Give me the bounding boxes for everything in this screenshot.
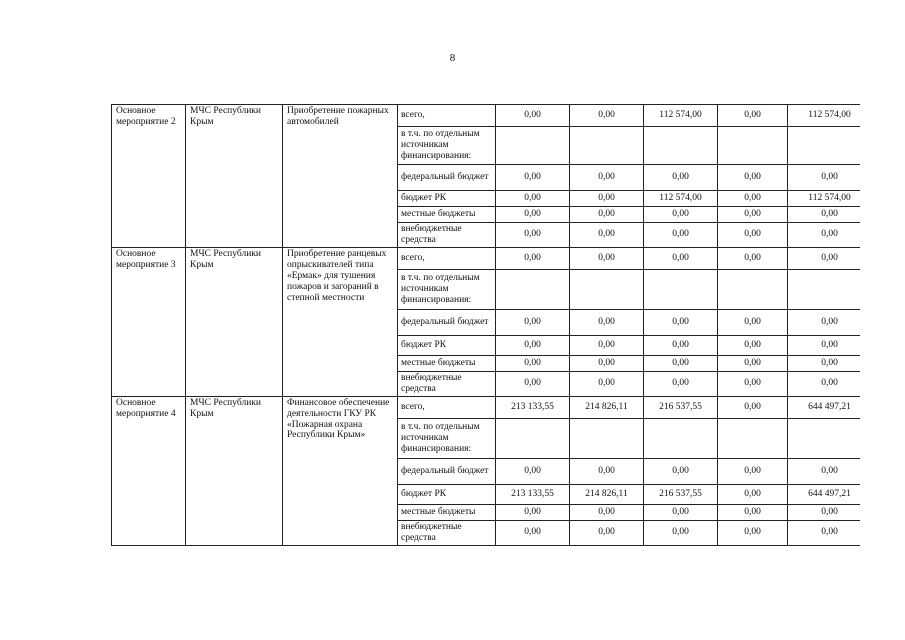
executor: МЧС Республики Крым bbox=[186, 396, 283, 545]
amount-cell: 0,00 bbox=[788, 520, 872, 545]
funding-source-label: в т.ч. по отдельным источникам финансирования: bbox=[398, 269, 496, 309]
amount-cell bbox=[644, 127, 718, 165]
page-edge-mask bbox=[860, 100, 905, 570]
measure-name: Основное мероприятие 3 bbox=[112, 247, 186, 396]
amount-cell bbox=[570, 418, 644, 458]
funding-source-label: федеральный бюджет bbox=[398, 309, 496, 335]
amount-cell: 0,00 bbox=[496, 165, 570, 191]
funding-source-label: в т.ч. по отдельным источникам финансирования: bbox=[398, 127, 496, 165]
measure-name: Основное мероприятие 2 bbox=[112, 105, 186, 248]
measure-description: Приобретение пожарных автомобилей bbox=[283, 105, 398, 248]
table-row bbox=[112, 105, 872, 127]
amount-cell bbox=[788, 127, 872, 165]
amount-cell: 0,00 bbox=[496, 309, 570, 335]
amount-cell: 0,00 bbox=[718, 309, 788, 335]
amount-cell: 0,00 bbox=[788, 371, 872, 396]
amount-cell: 0,00 bbox=[644, 458, 718, 484]
amount-cell: 0,00 bbox=[788, 165, 872, 191]
amount-cell bbox=[496, 269, 570, 309]
amount-cell: 0,00 bbox=[570, 355, 644, 371]
amount-cell: 214 826,11 bbox=[570, 396, 644, 418]
amount-cell: 0,00 bbox=[496, 207, 570, 223]
amount-cell bbox=[570, 269, 644, 309]
funding-source-label: всего, bbox=[398, 396, 496, 418]
amount-cell: 0,00 bbox=[718, 484, 788, 504]
amount-cell: 0,00 bbox=[718, 371, 788, 396]
funding-source-label: в т.ч. по отдельным источникам финансирования: bbox=[398, 418, 496, 458]
amount-cell: 0,00 bbox=[718, 504, 788, 520]
amount-cell: 0,00 bbox=[570, 247, 644, 269]
amount-cell: 213 133,55 bbox=[496, 396, 570, 418]
amount-cell: 0,00 bbox=[570, 520, 644, 545]
amount-cell: 0,00 bbox=[570, 309, 644, 335]
amount-cell: 216 537,55 bbox=[644, 484, 718, 504]
funding-source-label: внебюджетные средства bbox=[398, 223, 496, 248]
amount-cell: 0,00 bbox=[570, 105, 644, 127]
amount-cell: 0,00 bbox=[718, 396, 788, 418]
funding-source-label: местные бюджеты bbox=[398, 355, 496, 371]
amount-cell: 0,00 bbox=[788, 335, 872, 355]
funding-source-label: местные бюджеты bbox=[398, 207, 496, 223]
amount-cell: 644 497,21 bbox=[788, 396, 872, 418]
amount-cell: 0,00 bbox=[718, 207, 788, 223]
amount-cell: 0,00 bbox=[496, 458, 570, 484]
amount-cell: 112 574,00 bbox=[788, 191, 872, 207]
amount-cell bbox=[644, 269, 718, 309]
executor: МЧС Республики Крым bbox=[186, 105, 283, 248]
amount-cell: 0,00 bbox=[788, 309, 872, 335]
amount-cell bbox=[718, 127, 788, 165]
amount-cell: 0,00 bbox=[496, 520, 570, 545]
funding-source-label: местные бюджеты bbox=[398, 504, 496, 520]
funding-source-label: федеральный бюджет bbox=[398, 165, 496, 191]
funding-source-label: бюджет РК bbox=[398, 335, 496, 355]
amount-cell: 0,00 bbox=[570, 504, 644, 520]
funding-source-label: внебюджетные средства bbox=[398, 520, 496, 545]
amount-cell: 0,00 bbox=[496, 191, 570, 207]
amount-cell: 0,00 bbox=[570, 371, 644, 396]
amount-cell: 0,00 bbox=[718, 223, 788, 248]
amount-cell: 0,00 bbox=[788, 504, 872, 520]
amount-cell: 0,00 bbox=[788, 207, 872, 223]
amount-cell: 0,00 bbox=[496, 355, 570, 371]
amount-cell: 0,00 bbox=[496, 504, 570, 520]
amount-cell bbox=[718, 269, 788, 309]
amount-cell bbox=[496, 127, 570, 165]
amount-cell bbox=[644, 418, 718, 458]
measure-description: Приобретение ранцевых опрыскивателей типа «Ермак» для тушения пожаров и загораний в степной местности bbox=[283, 247, 398, 396]
amount-cell: 0,00 bbox=[644, 504, 718, 520]
amount-cell: 0,00 bbox=[496, 223, 570, 248]
amount-cell: 0,00 bbox=[570, 335, 644, 355]
amount-cell: 0,00 bbox=[570, 191, 644, 207]
amount-cell bbox=[718, 418, 788, 458]
amount-cell: 0,00 bbox=[644, 207, 718, 223]
measure-description: Финансовое обеспечение деятельности ГКУ РК «Пожарная охрана Республики Крым» bbox=[283, 396, 398, 545]
amount-cell: 0,00 bbox=[788, 247, 872, 269]
funding-source-label: всего, bbox=[398, 105, 496, 127]
amount-cell bbox=[496, 418, 570, 458]
amount-cell: 0,00 bbox=[644, 355, 718, 371]
amount-cell: 0,00 bbox=[718, 105, 788, 127]
table-row bbox=[112, 396, 872, 418]
amount-cell: 0,00 bbox=[788, 458, 872, 484]
funding-source-label: бюджет РК bbox=[398, 191, 496, 207]
amount-cell: 0,00 bbox=[644, 247, 718, 269]
amount-cell: 112 574,00 bbox=[644, 105, 718, 127]
amount-cell: 112 574,00 bbox=[644, 191, 718, 207]
amount-cell: 213 133,55 bbox=[496, 484, 570, 504]
funding-source-label: внебюджетные средства bbox=[398, 371, 496, 396]
executor: МЧС Республики Крым bbox=[186, 247, 283, 396]
amount-cell: 0,00 bbox=[788, 223, 872, 248]
budget-table bbox=[111, 104, 872, 546]
amount-cell: 0,00 bbox=[644, 223, 718, 248]
amount-cell: 0,00 bbox=[644, 309, 718, 335]
amount-cell: 644 497,21 bbox=[788, 484, 872, 504]
amount-cell bbox=[788, 418, 872, 458]
amount-cell: 112 574,00 bbox=[788, 105, 872, 127]
amount-cell: 0,00 bbox=[570, 223, 644, 248]
amount-cell: 0,00 bbox=[496, 247, 570, 269]
amount-cell bbox=[788, 269, 872, 309]
amount-cell: 0,00 bbox=[718, 335, 788, 355]
amount-cell: 0,00 bbox=[644, 371, 718, 396]
amount-cell: 0,00 bbox=[644, 520, 718, 545]
amount-cell: 0,00 bbox=[718, 355, 788, 371]
funding-source-label: бюджет РК bbox=[398, 484, 496, 504]
table-row bbox=[112, 247, 872, 269]
amount-cell bbox=[570, 127, 644, 165]
measure-name: Основное мероприятие 4 bbox=[112, 396, 186, 545]
amount-cell: 214 826,11 bbox=[570, 484, 644, 504]
amount-cell: 0,00 bbox=[644, 165, 718, 191]
amount-cell: 0,00 bbox=[496, 371, 570, 396]
amount-cell: 0,00 bbox=[718, 191, 788, 207]
amount-cell: 0,00 bbox=[788, 355, 872, 371]
funding-source-label: всего, bbox=[398, 247, 496, 269]
amount-cell: 0,00 bbox=[718, 520, 788, 545]
amount-cell: 0,00 bbox=[496, 335, 570, 355]
funding-source-label: федеральный бюджет bbox=[398, 458, 496, 484]
amount-cell: 0,00 bbox=[570, 458, 644, 484]
amount-cell: 0,00 bbox=[718, 247, 788, 269]
amount-cell: 0,00 bbox=[570, 165, 644, 191]
amount-cell: 216 537,55 bbox=[644, 396, 718, 418]
page-number: 8 bbox=[449, 52, 456, 64]
amount-cell: 0,00 bbox=[718, 458, 788, 484]
amount-cell: 0,00 bbox=[718, 165, 788, 191]
amount-cell: 0,00 bbox=[496, 105, 570, 127]
amount-cell: 0,00 bbox=[644, 335, 718, 355]
amount-cell: 0,00 bbox=[570, 207, 644, 223]
